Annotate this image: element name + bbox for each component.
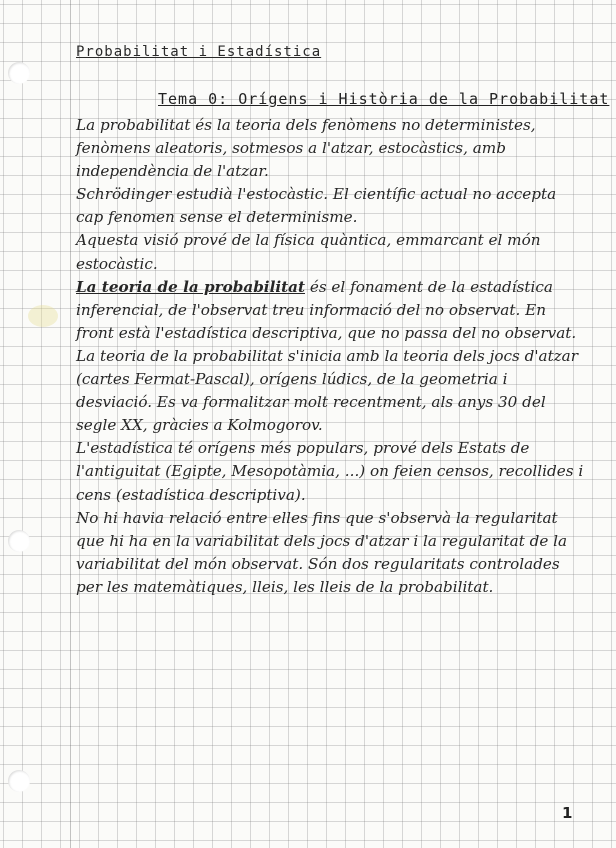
- paragraph: No hi havia relació entre elles fins que s'observà la regularitat que hi ha en la variabilitat dels jocs d'atzar i la regularitat de la variabilitat del món observat. Són dos regularitats controlades per les matemàtiques, lleis, les lleis de la probabilitat.: [76, 508, 568, 596]
- paragraph: [76, 276, 586, 345]
- key-term: La teoria de la probabilitat: [76, 277, 305, 296]
- paragraph: L'estadística té orígens més populars, prové dels Estats de l'antiguitat (Egipte, Mesopotàmia, ...) on feien censos, recollides i cens (estadística descriptiva).: [76, 439, 584, 504]
- paragraph: Aquesta visió prové de la física quàntica, emmarcant el món estocàstic.: [76, 231, 541, 273]
- paragraph: Schrödinger estudià l'estocàstic. El científic actual no accepta cap fenomen sense el determinisme.: [76, 185, 557, 227]
- paragraph: La teoria de la probabilitat s'inicia amb la teoria dels jocs d'atzar (cartes Fermat-Pascal), orígens lúdics, de la geometria i desviació. Es va formalitzar molt recentment, als anys 30 del segle XX, gràcies a Kolmogorov.: [76, 346, 578, 435]
- punch-hole: [8, 770, 30, 792]
- highlighter-stain: [28, 305, 58, 327]
- page-title: Tema 0: Orígens i Història de la Probabilitat: [158, 90, 610, 108]
- page-header: Probabilitat i Estadística: [76, 44, 322, 60]
- punch-hole: [8, 62, 30, 84]
- page-number: 1: [562, 804, 573, 822]
- notes-body: [76, 114, 586, 599]
- paragraph: La probabilitat és la teoria dels fenòmens no deterministes, fenòmens aleatoris, sotmesos a l'atzar, estocàstics, amb independència de l'atzar.: [76, 116, 536, 181]
- margin-line: [70, 0, 71, 848]
- paragraph-text: és el fonament de la estadística inferencial, de l'observat treu informació del no observat. En front està l'estadística descriptiva, que no passa del no observat.: [76, 277, 577, 342]
- punch-hole: [8, 530, 30, 552]
